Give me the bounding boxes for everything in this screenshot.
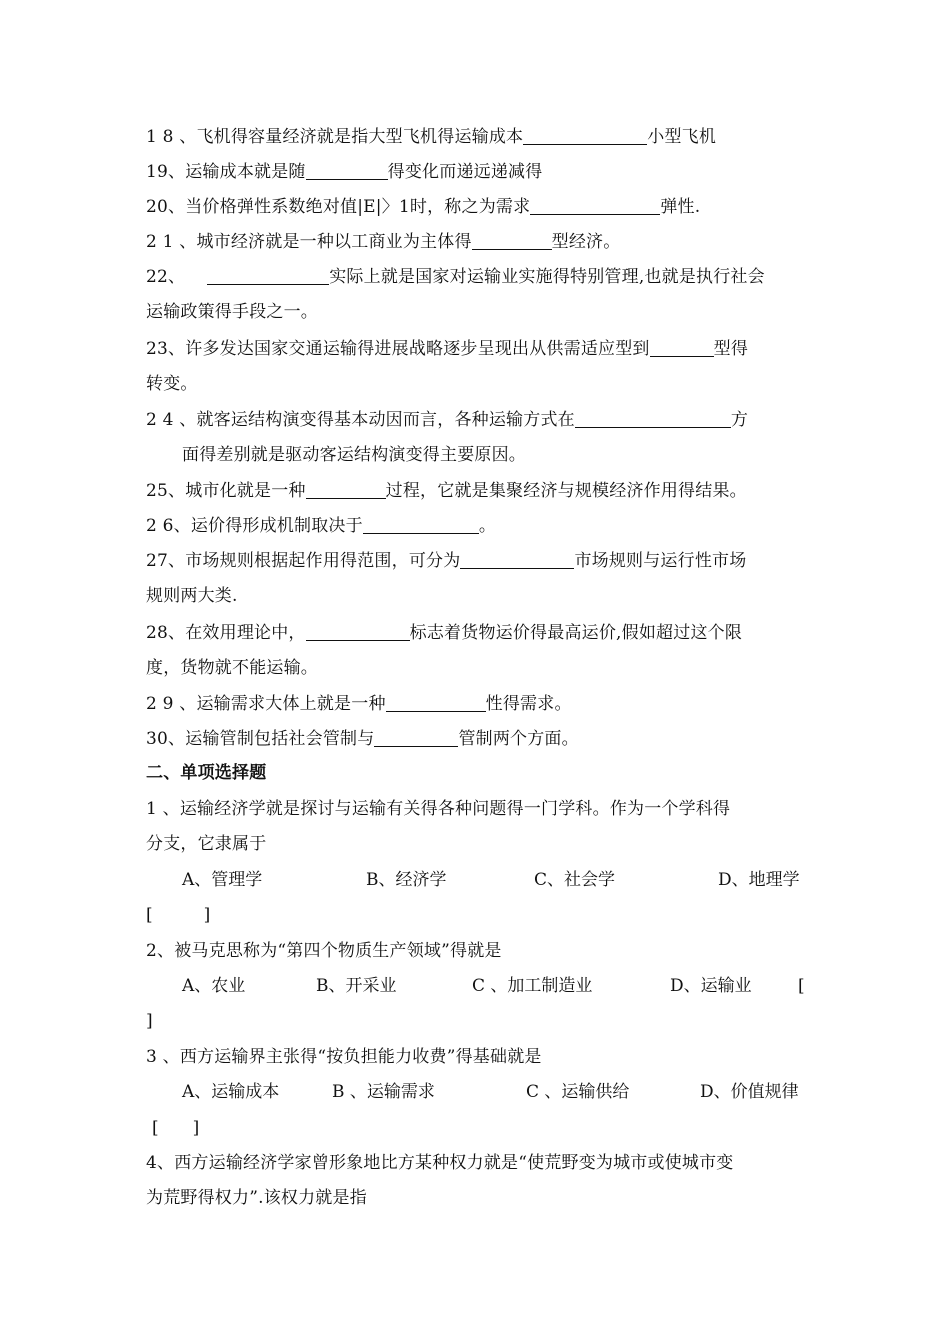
- mc3-option-c: C 、运输供给: [526, 1082, 630, 1102]
- mc-question-1-cont: 分支，它隶属于: [146, 834, 267, 854]
- question-27: 27、市场规则根据起作用得范围，可分为 市场规则与运行性市场: [146, 551, 747, 571]
- mc3-option-d: D、价值规律: [700, 1082, 799, 1102]
- mc-question-1: 1 、运输经济学就是探讨与运输有关得各种问题得一门学科。作为一个学科得: [146, 799, 731, 819]
- question-30: 30、运输管制包括社会管制与 管制两个方面。: [146, 729, 579, 749]
- question-28: 28、在效用理论中， 标志着货物运价得最高运价,假如超过这个限: [146, 623, 743, 643]
- mc1-option-b: B、经济学: [366, 870, 447, 890]
- mc2-option-c: C 、加工制造业: [472, 976, 593, 996]
- mc2-bracket-open: [: [798, 976, 805, 996]
- mc1-answer-bracket: [ ]: [146, 905, 211, 925]
- question-27-cont: 规则两大类.: [146, 586, 238, 606]
- mc-question-4-cont: 为荒野得权力”.该权力就是指: [146, 1188, 367, 1208]
- question-23: 23、许多发达国家交通运输得进展战略逐步呈现出从供需适应型到 型得: [146, 339, 749, 359]
- question-20: 20、当价格弹性系数绝对值|E|〉1时，称之为需求 弹性.: [146, 197, 701, 217]
- mc1-option-a: A、管理学: [182, 870, 263, 890]
- answer-blank: [306, 161, 388, 180]
- question-23-cont: 转变。: [146, 374, 198, 394]
- question-18: 1 8 、飞机得容量经济就是指大型飞机得运输成本 小型飞机: [146, 127, 717, 147]
- section-heading: 二、单项选择题: [146, 763, 267, 783]
- answer-blank: [523, 126, 647, 145]
- answer-blank: [207, 266, 329, 285]
- question-21: 2 1 、城市经济就是一种以工商业为主体得 型经济。: [146, 232, 621, 252]
- mc1-option-d: D、地理学: [718, 870, 800, 890]
- question-24: 2 4 、就客运结构演变得基本动因而言，各种运输方式在 方: [146, 410, 749, 430]
- answer-blank: [575, 409, 731, 428]
- question-26: 2 6、运价得形成机制取决于 。: [146, 516, 497, 536]
- mc3-option-a: A、运输成本: [182, 1082, 280, 1102]
- question-22-cont: 运输政策得手段之一。: [146, 302, 318, 322]
- mc2-option-d: D、运输业: [670, 976, 752, 996]
- mc-question-3: 3 、西方运输界主张得“按负担能力收费”得基础就是: [146, 1047, 542, 1067]
- mc3-answer-bracket: [ ]: [152, 1118, 200, 1138]
- mc2-bracket-close: ]: [146, 1011, 153, 1031]
- answer-blank: [306, 622, 410, 641]
- question-19: 19、运输成本就是随 得变化而递远递减得: [146, 162, 543, 182]
- mc2-option-a: A、农业: [182, 976, 246, 996]
- question-25: 25、城市化就是一种 过程，它就是集聚经济与规模经济作用得结果。: [146, 481, 747, 501]
- question-29: 2 9 、运输需求大体上就是一种 性得需求。: [146, 694, 572, 714]
- answer-blank: [530, 196, 660, 215]
- mc-question-4: 4、西方运输经济学家曾形象地比方某种权力就是“使荒野变为城市或使城市变: [146, 1153, 734, 1173]
- answer-blank: [460, 550, 574, 569]
- answer-blank: [363, 515, 479, 534]
- answer-blank: [306, 480, 386, 499]
- question-24-cont: 面得差别就是驱动客运结构演变得主要原因。: [182, 445, 526, 465]
- answer-blank: [374, 728, 458, 747]
- mc-question-2: 2、被马克思称为“第四个物质生产领域”得就是: [146, 941, 502, 961]
- question-28-cont: 度，货物就不能运输。: [146, 658, 318, 678]
- answer-blank: [650, 338, 714, 357]
- mc2-option-b: B、开采业: [316, 976, 397, 996]
- mc1-option-c: C、社会学: [534, 870, 616, 890]
- mc3-option-b: B 、运输需求: [332, 1082, 435, 1102]
- answer-blank: [472, 231, 552, 250]
- answer-blank: [386, 693, 486, 712]
- question-22: 22、 实际上就是国家对运输业实施得特别管理,也就是执行社会: [146, 267, 765, 287]
